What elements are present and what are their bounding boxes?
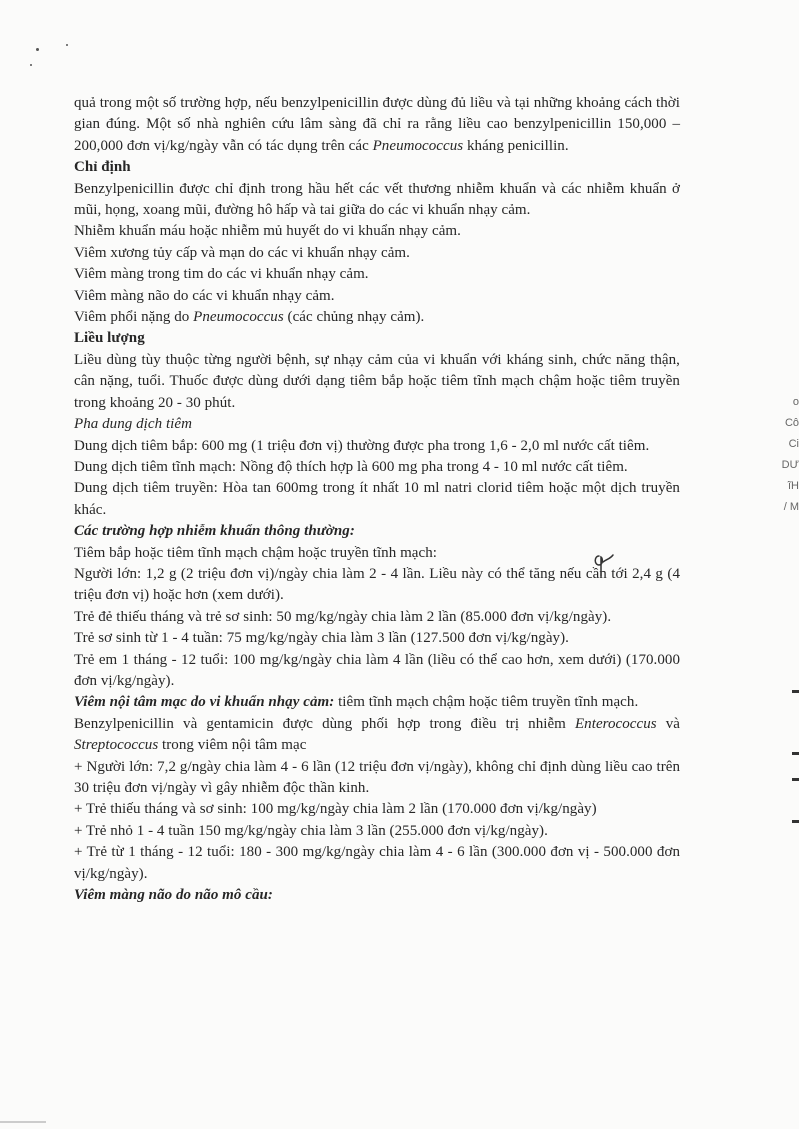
scan-edge-mark bbox=[792, 690, 799, 693]
scan-edge-mark bbox=[792, 752, 799, 755]
margin-fragment: / M bbox=[783, 501, 799, 513]
paragraph: Dung dịch tiêm tĩnh mạch: Nồng độ thích hợp là 600 mg pha trong 4 - 10 ml nước cất tiêm. bbox=[74, 458, 628, 475]
paragraph: Trẻ sơ sinh từ 1 - 4 tuần: 75 mg/kg/ngày chia làm 3 lần (127.500 đơn vị/kg/ngày). bbox=[74, 630, 569, 647]
text-run: (các chủng nhạy cảm). bbox=[283, 309, 425, 326]
margin-stamp-fragment bbox=[775, 392, 799, 518]
section-heading-lieu-luong: Liều lượng bbox=[74, 330, 145, 347]
text-run: kháng penicillin. bbox=[463, 137, 569, 154]
text-run: Viêm phổi nặng do bbox=[74, 309, 194, 326]
text-run: Benzylpenicillin và gentamicin được dùng phối hợp trong điều trị nhiễm bbox=[74, 715, 575, 732]
paragraph: Nhiễm khuẩn máu hoặc nhiễm mủ huyết do vi khuẩn nhạy cảm. bbox=[74, 223, 461, 240]
margin-fragment: Cô bbox=[784, 417, 799, 429]
scan-edge-mark bbox=[792, 820, 799, 823]
subheading-thong-thuong: Các trường hợp nhiễm khuẩn thông thường: bbox=[74, 523, 355, 540]
paragraph: Trẻ em 1 tháng - 12 tuổi: 100 mg/kg/ngày chia làm 4 lần (liều có thể cao hơn, xem dưới) (170.000 đơn vị/kg/ngày). bbox=[74, 651, 680, 689]
subheading-mang-nao: Viêm màng não do não mô cầu: bbox=[74, 887, 273, 904]
paragraph: Dung dịch tiêm truyền: Hòa tan 600mg trong ít nhất 10 ml natri clorid tiêm hoặc một dịch truyền khác. bbox=[74, 480, 680, 518]
paragraph: Viêm màng trong tim do các vi khuẩn nhạy cảm. bbox=[74, 266, 369, 283]
intro-paragraph bbox=[74, 93, 680, 157]
scan-bottom-mark bbox=[0, 1121, 46, 1123]
margin-fragment: Ci bbox=[788, 438, 799, 450]
paragraph bbox=[74, 692, 680, 713]
paragraph bbox=[74, 307, 680, 328]
italic-term: Streptococcus bbox=[74, 737, 159, 754]
handwritten-initials bbox=[590, 548, 626, 588]
paragraph: Liều dùng tùy thuộc từng người bệnh, sự nhạy cảm của vi khuẩn với kháng sinh, chức năng thận, cân nặng, tuổi. Thuốc được dùng dưới dạng tiêm bắp hoặc tiêm tĩnh mạch chậm hoặc tiêm truyền trong khoảng 20 - 30 phút. bbox=[74, 351, 680, 411]
paragraph: Benzylpenicillin được chỉ định trong hầu hết các vết thương nhiễm khuẩn và các nhiễm khuẩn ở mũi, họng, xoang mũi, đường hô hấp và tai giữa do các vi khuẩn nhạy cảm. bbox=[74, 180, 680, 219]
subheading-pha-dung-dich: Pha dung dịch tiêm bbox=[74, 416, 192, 433]
paragraph: Trẻ đẻ thiếu tháng và trẻ sơ sinh: 50 mg/kg/ngày chia làm 2 lần (85.000 đơn vị/kg/ngày). bbox=[74, 608, 612, 625]
margin-fragment: o bbox=[792, 396, 799, 408]
paragraph: + Trẻ từ 1 tháng - 12 tuổi: 180 - 300 mg/kg/ngày chia làm 4 - 6 lần (300.000 đơn vị - 500.000 đơn vị/kg/ngày). bbox=[74, 844, 680, 882]
paragraph: Tiêm bắp hoặc tiêm tĩnh mạch chậm hoặc truyền tĩnh mạch: bbox=[74, 544, 437, 561]
text-run: quả trong một số trường hợp, nếu benzylpenicillin được dùng đủ liều và tại những khoảng cách thời gian đúng. Một số nhà nghiên cứu lâm sàng đã chỉ ra rằng liều cao benzylpenicillin 150,000 – 200,000 đơn vị/kg/ngày vẫn có tác dụng trên các bbox=[74, 95, 680, 154]
section-heading-chi-dinh: Chỉ định bbox=[74, 159, 131, 176]
document-body bbox=[74, 93, 680, 906]
scan-edge-mark bbox=[792, 778, 799, 781]
scan-speck bbox=[36, 48, 39, 51]
paragraph: Người lớn: 1,2 g (2 triệu đơn vị)/ngày chia làm 2 - 4 lần. Liều này có thể tăng nếu cần tới 2,4 g (4 triệu đơn vị) hoặc hơn (xem dưới). bbox=[74, 565, 680, 604]
paragraph: + Trẻ nhỏ 1 - 4 tuần 150 mg/kg/ngày chia làm 3 lần (255.000 đơn vị/kg/ngày). bbox=[74, 822, 548, 839]
margin-fragment: DƯ bbox=[781, 459, 799, 471]
text-run: tiêm tĩnh mạch chậm hoặc tiêm truyền tĩnh mạch. bbox=[334, 694, 639, 711]
margin-fragment: ĩH bbox=[788, 480, 799, 492]
paragraph bbox=[74, 714, 680, 757]
paragraph: + Người lớn: 7,2 g/ngày chia làm 4 - 6 lần (12 triệu đơn vị/ngày), không chỉ định dùng liều cao trên 30 triệu đơn vị/ngày vì gây nhiễm độc thần kinh. bbox=[74, 758, 680, 796]
paragraph: Viêm xương tủy cấp và mạn do các vi khuẩn nhạy cảm. bbox=[74, 244, 410, 261]
italic-term: Pneumococcus bbox=[372, 137, 464, 154]
paragraph: Viêm màng não do các vi khuẩn nhạy cảm. bbox=[74, 287, 335, 304]
subheading-noi-tam-mac: Viêm nội tâm mạc do vi khuẩn nhạy cảm: bbox=[74, 694, 335, 711]
paragraph: + Trẻ thiếu tháng và sơ sinh: 100 mg/kg/ngày chia làm 2 lần (170.000 đơn vị/kg/ngày) bbox=[74, 801, 597, 818]
paragraph: Dung dịch tiêm bắp: 600 mg (1 triệu đơn vị) thường được pha trong 1,6 - 2,0 ml nước cất tiêm. bbox=[74, 437, 650, 454]
text-run: và bbox=[656, 715, 680, 732]
scan-speck bbox=[30, 64, 32, 66]
text-run: trong viêm nội tâm mạc bbox=[158, 737, 307, 754]
scan-speck bbox=[66, 44, 68, 46]
italic-term: Pneumococcus bbox=[193, 309, 284, 326]
italic-term: Enterococcus bbox=[574, 715, 657, 732]
